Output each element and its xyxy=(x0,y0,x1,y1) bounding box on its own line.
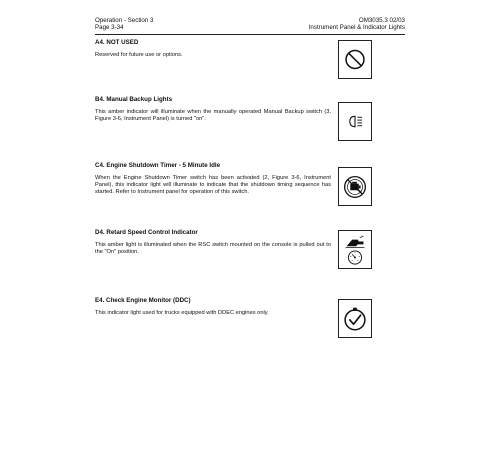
section-body: This amber indicator will illuminate when the manually operated Manual Backup switch (3, Figure 3-6, Instrument Panel) is turned "on". xyxy=(95,109,331,123)
prohibited-circle-icon xyxy=(338,40,372,79)
engine-timer-icon xyxy=(338,167,372,206)
backup-light-icon xyxy=(338,102,372,141)
section-title: C4. Engine Shutdown Timer - 5 Minute Idle xyxy=(95,162,221,169)
page-header-left xyxy=(95,17,153,32)
section-body: Reserved for future use or options. xyxy=(95,52,183,58)
section-b4 xyxy=(95,96,331,123)
page-header-right xyxy=(309,17,405,32)
section-d4 xyxy=(95,229,331,256)
section-a4 xyxy=(95,39,331,59)
section-body: This amber light is illuminated when the RSC switch mounted on the console is pulled out to the "On" position. xyxy=(95,242,331,256)
header-divider xyxy=(95,34,405,35)
section-body: This indicator light used for trucks equipped with DDEC engines only. xyxy=(95,310,269,316)
section-c4 xyxy=(95,162,331,197)
section-title: B4. Manual Backup Lights xyxy=(95,96,173,103)
section-e4 xyxy=(95,297,331,317)
check-engine-icon xyxy=(338,299,372,338)
retard-speed-control-icon xyxy=(338,230,372,269)
section-title: E4. Check Engine Monitor (DDC) xyxy=(95,297,191,304)
section-title: D4. Retard Speed Control Indicator xyxy=(95,229,198,236)
section-label: Operation - Section 3 xyxy=(95,17,154,24)
page-number: Page 3-34 xyxy=(95,24,124,32)
chapter-title: Instrument Panel & Indicator Lights xyxy=(308,24,405,32)
document-code: OM3035.3 02/03 xyxy=(358,17,405,24)
section-body: When the Engine Shutdown Timer switch has been activated (2, Figure 3-6, Instrument Panel), this indicator light will illuminate to indicate that the shutdown timing sequence has started. Refer to Instrument panel for operation of this switch. xyxy=(95,175,331,196)
section-title: A4. NOT USED xyxy=(95,39,139,46)
